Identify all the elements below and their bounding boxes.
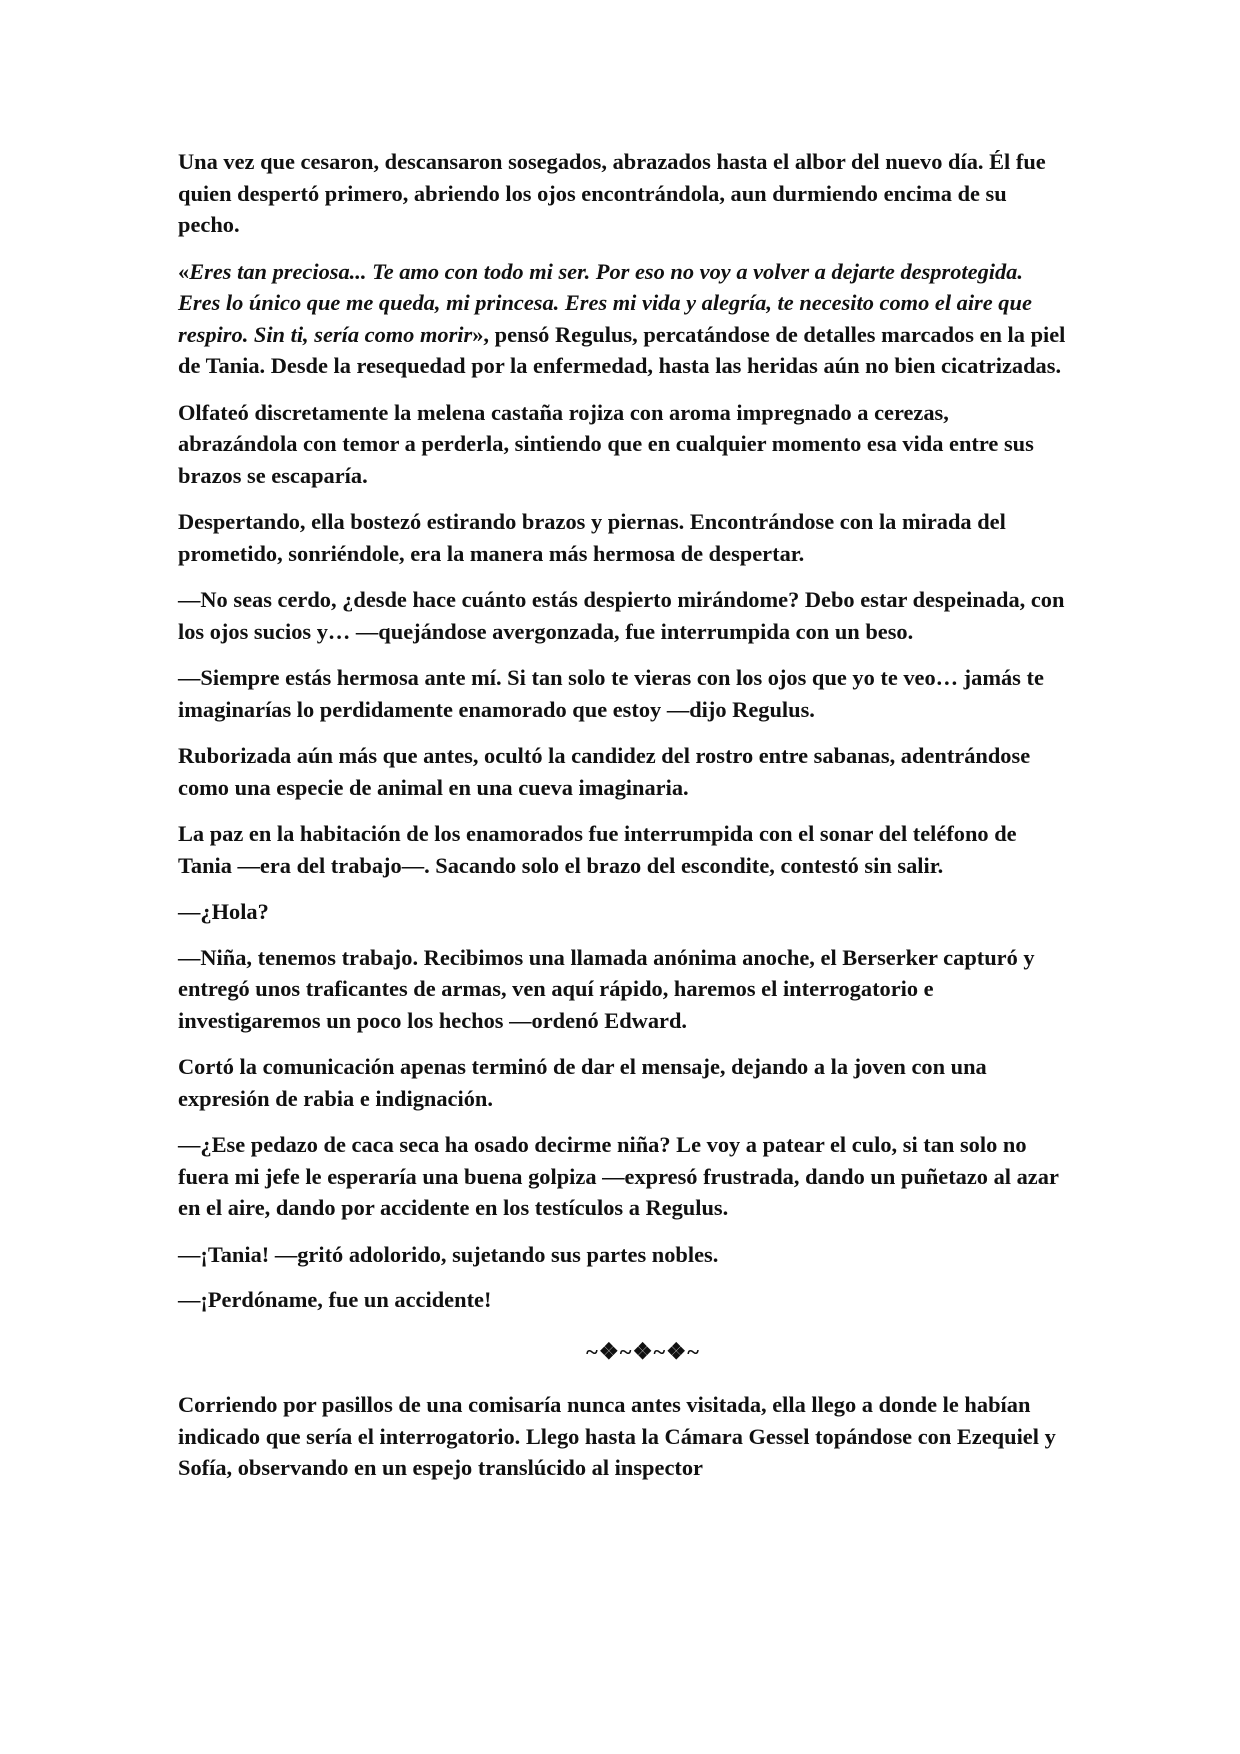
thought-continuation-text: », pensó Regulus, percatándose de detalles marcados en la piel de Tania. Desde la resequedad por la enfermedad, hasta las heridas aún no bien cicatrizadas. — [178, 321, 1066, 378]
document-page — [178, 146, 1068, 1499]
paragraph-dialogue: —¡Perdóname, fue un accidente! — [178, 1287, 492, 1312]
paragraph-thought — [178, 256, 1068, 382]
paragraph-dialogue: —¿Ese pedazo de caca seca ha osado decirme niña? Le voy a patear el culo, si tan solo no fuera mi jefe le esperaría una buena golpiza —expresó frustrada, dando un puñetazo al azar en el aire, dando por accidente en los testículos a Regulus. — [178, 1132, 1059, 1220]
paragraph-dialogue: —Niña, tenemos trabajo. Recibimos una llamada anónima anoche, el Berserker capturó y entregó unos traficantes de armas, ven aquí rápido, haremos el interrogatorio e investigaremos un poco los hechos —ordenó Edward. — [178, 944, 1035, 1033]
paragraph-dialogue: —¿Hola? — [178, 899, 269, 924]
paragraph: La paz en la habitación de los enamorados fue interrumpida con el sonar del teléfono de Tania —era del trabajo—. Sacando solo el brazo del escondite, contestó sin salir. — [178, 821, 1017, 878]
paragraph-dialogue: —Siempre estás hermosa ante mí. Si tan solo te vieras con los ojos que yo te veo… jamás te imaginarías lo perdidamente enamorado que estoy —dijo Regulus. — [178, 665, 1044, 722]
scene-break-separator: ~❖~❖~❖~ — [586, 1338, 700, 1364]
paragraph: Una vez que cesaron, descansaron sosegados, abrazados hasta el albor del nuevo día. Él fue quien despertó primero, abriendo los ojos encontrándola, aun durmiendo encima de su pecho. — [178, 149, 1046, 237]
paragraph: Corriendo por pasillos de una comisaría nunca antes visitada, ella llego a donde le habían indicado que sería el interrogatorio. Llego hasta la Cámara Gessel topándose con Ezequiel y Sofía, observando en un espejo translúcido al inspector — [178, 1392, 1056, 1480]
paragraph: Olfateó discretamente la melena castaña rojiza con aroma impregnado a cerezas, abrazándola con temor a perderla, sintiendo que en cualquier momento esa vida entre sus brazos se escaparía. — [178, 399, 1034, 488]
paragraph: Ruborizada aún más que antes, ocultó la candidez del rostro entre sabanas, adentrándose como una especie de animal en una cueva imaginaria. — [178, 743, 1031, 800]
italic-thought-text: Eres tan preciosa... Te amo con todo mi ser. Por eso no voy a volver a dejarte desprotegida. Eres lo único que me queda, mi princesa. Eres mi vida y alegría, te necesito como el aire que respiro. Sin ti, sería como morir — [178, 258, 1032, 347]
paragraph: Cortó la comunicación apenas terminó de dar el mensaje, dejando a la joven con una expresión de rabia e indignación. — [178, 1054, 987, 1111]
open-guillemet: « — [178, 258, 190, 284]
paragraph-dialogue: —No seas cerdo, ¿desde hace cuánto estás despierto mirándome? Debo estar despeinada, con los ojos sucios y… —quejándose avergonzada, fue interrumpida con un beso. — [178, 587, 1065, 644]
paragraph-dialogue: —¡Tania! —gritó adolorido, sujetando sus partes nobles. — [178, 1241, 719, 1267]
paragraph: Despertando, ella bostezó estirando brazos y piernas. Encontrándose con la mirada del prometido, sonriéndole, era la manera más hermosa de despertar. — [178, 509, 1006, 566]
